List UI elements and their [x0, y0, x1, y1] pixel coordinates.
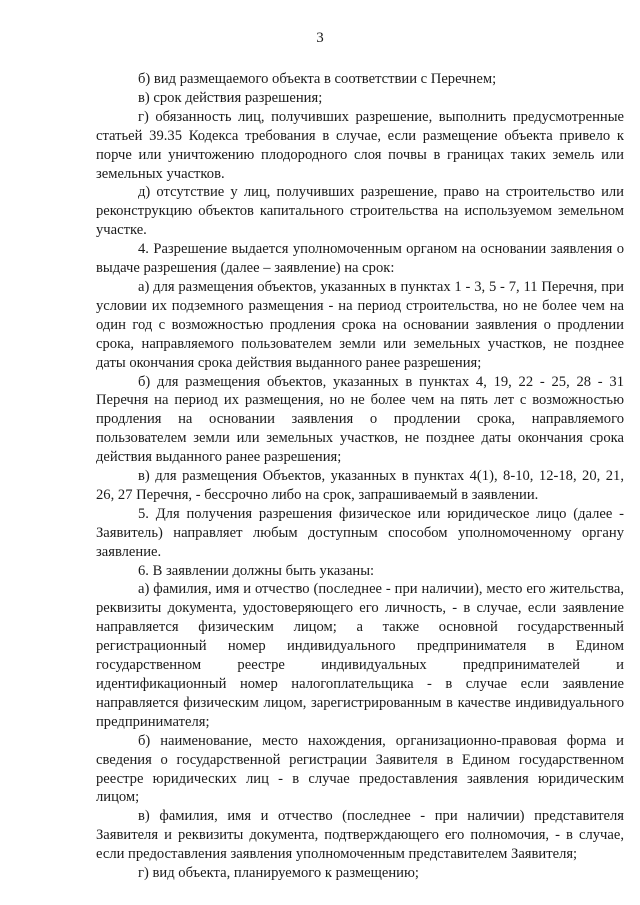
- paragraph-section-6-item-b: б) наименование, место нахождения, организационно-правовая форма и сведения о государственной регистрации Заявителя в Едином государственном реестре юридических лиц - в случае предоставления заявления юридическим лицом;: [96, 732, 624, 806]
- document-body: [96, 70, 624, 883]
- paragraph-section-5: 5. Для получения разрешения физическое или юридическое лицо (далее - Заявитель) направляет любым доступным способом уполномоченному органу заявление.: [96, 505, 624, 560]
- paragraph-section-6-item-a: а) фамилия, имя и отчество (последнее - при наличии), место его жительства, реквизиты документа, удостоверяющего его личность, - в случае, если заявление направляется физическим лицом; а также основной государственный регистрационный номер индивидуального предпринимателя в Едином государственном реестре индивидуальных предпринимателей и идентификационный номер налогоплательщика - в случае если заявление направляется физическим лицом, зарегистрированным в качестве индивидуального предпринимателя;: [96, 581, 624, 730]
- paragraph-section-4-item-v: в) для размещения Объектов, указанных в пунктах 4(1), 8-10, 12-18, 20, 21, 26, 27 Перечня, - бессрочно либо на срок, запрашиваемый в заявлении.: [96, 468, 624, 503]
- paragraph-section-6-item-v: в) фамилия, имя и отчество (последнее - при наличии) представителя Заявителя и реквизиты документа, подтверждающего его полномочия, - в случае, если предоставления заявления уполномоченным представителем Заявителя;: [96, 808, 624, 863]
- paragraph-section-6-item-g: г) вид объекта, планируемого к размещению;: [138, 865, 419, 882]
- page-number: 3: [316, 30, 324, 46]
- paragraph-section-4-item-a: а) для размещения объектов, указанных в пунктах 1 - 3, 5 - 7, 11 Перечня, при условии их подземного размещения - на период строительства, но не более чем на один год с возможностью продления срока на основании заявления о продлении срока, направляемого пользователем земли или земельных участков, не позднее даты окончания срока действия выданного ранее разрешения;: [96, 278, 624, 371]
- paragraph-item-v-permit-term: в) срок действия разрешения;: [138, 89, 323, 106]
- paragraph-item-d-no-construction-right: д) отсутствие у лиц, получивших разрешение, право на строительство или реконструкцию объектов капитального строительства на используемом земельном участке.: [96, 184, 624, 239]
- paragraph-section-4-item-b: б) для размещения объектов, указанных в пунктах 4, 19, 22 - 25, 28 - 31 Перечня на период их размещения, но не более чем на пять лет с возможностью продления на основании заявления о продлении срока, направляемого пользователем земли или земельных участков, не позднее даты окончания срока действия выданного ранее разрешения;: [96, 373, 624, 466]
- paragraph-section-4: 4. Разрешение выдается уполномоченным органом на основании заявления о выдаче разрешения (далее – заявление) на срок:: [96, 241, 624, 277]
- paragraph-item-g-obligation: г) обязанность лиц, получивших разрешение, выполнить предусмотренные статьей 39.35 Кодекса требования в случае, если размещение объекта привело к порче или уничтожению плодородного слоя почвы в границах таких земель или земельных участков.: [96, 108, 624, 182]
- paragraph-item-b-object-type: б) вид размещаемого объекта в соответствии с Перечнем;: [138, 71, 497, 87]
- paragraph-section-6: 6. В заявлении должны быть указаны:: [138, 562, 375, 579]
